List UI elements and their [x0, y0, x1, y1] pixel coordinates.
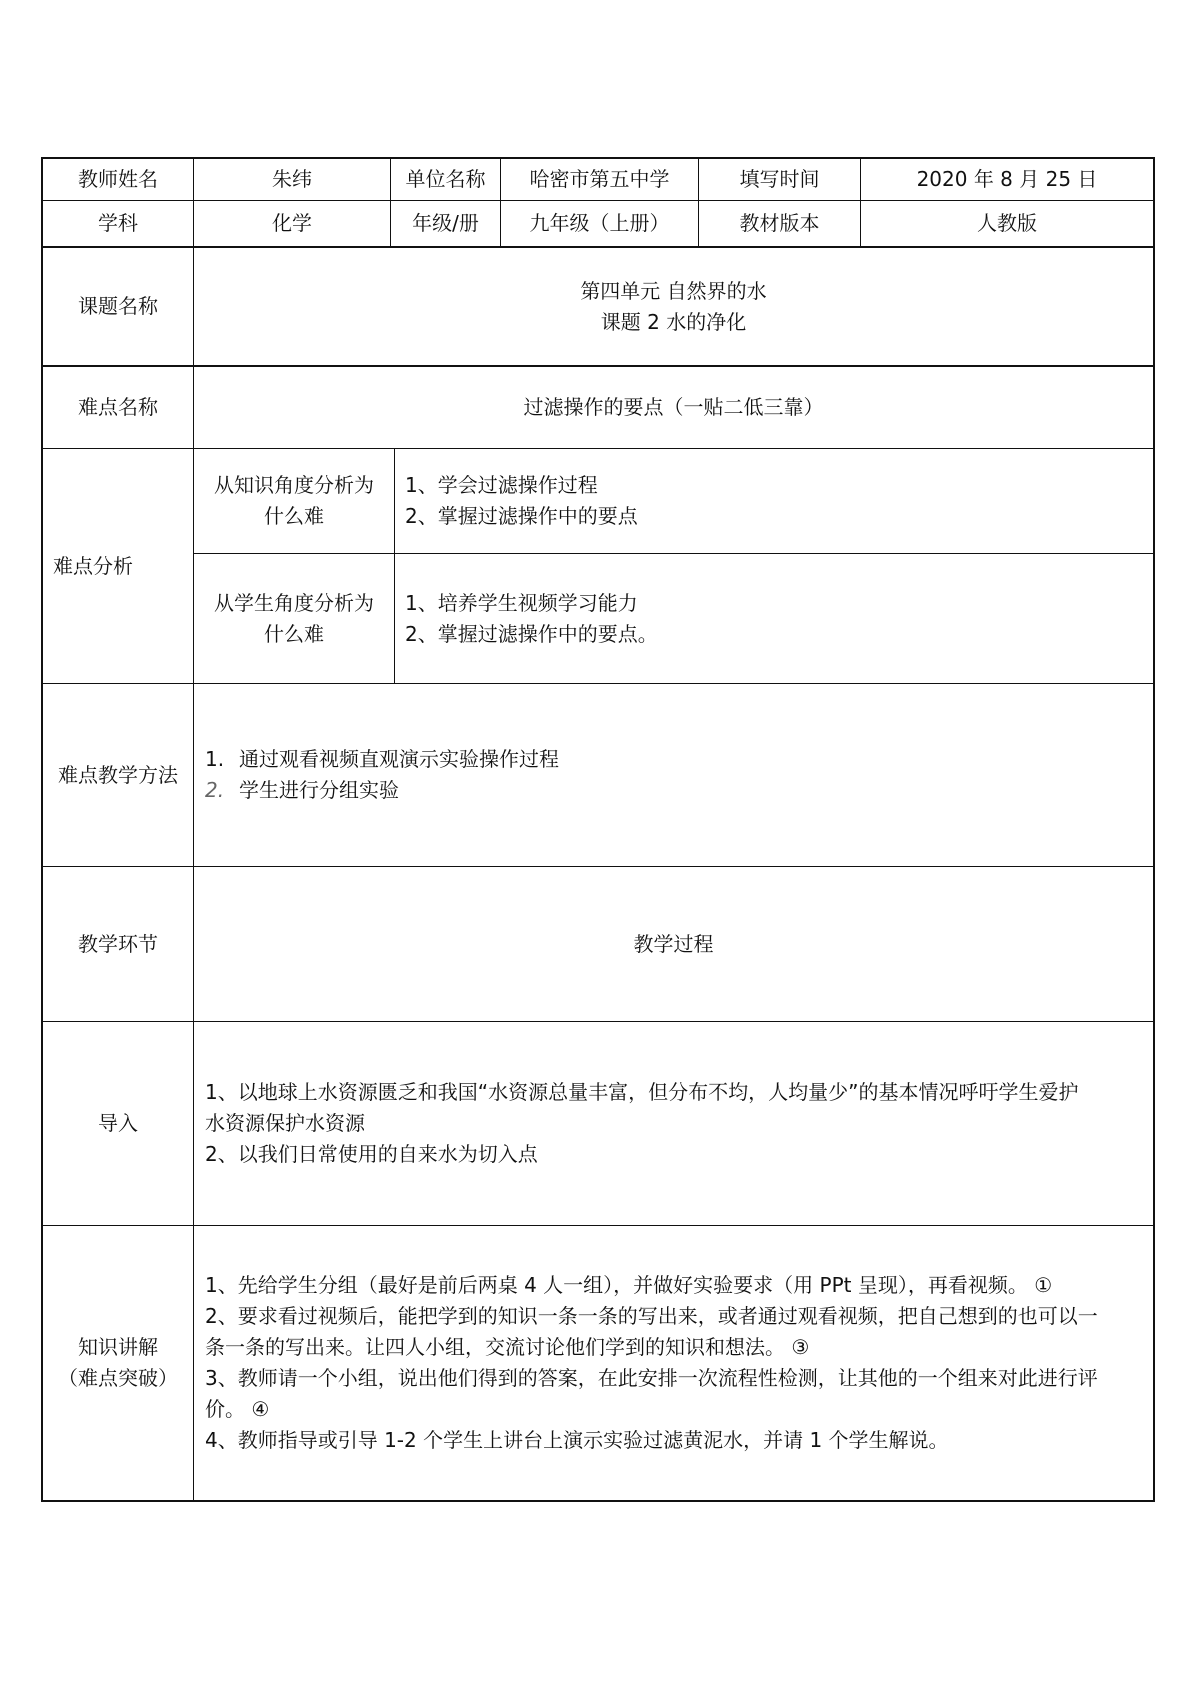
date-label: 填写时间: [739, 167, 820, 191]
intro-line: 1、以地球上水资源匮乏和我国“水资源总量丰富，但分布不均，人均量少”的基本情况呼吁学生爱护: [205, 1080, 1079, 1104]
explain-line: 1、先给学生分组（最好是前后两桌 4 人一组），并做好实验要求（用 PPt 呈现），再看视频。 ①: [205, 1273, 1053, 1297]
explain-content: [205, 1226, 1153, 1500]
list-item: 1、学会过滤操作过程: [405, 473, 598, 497]
method-items: [205, 684, 1153, 866]
topic-value: [194, 248, 1153, 365]
explain-line: 条一条的写出来。让四人小组，交流讨论他们学到的知识和想法。 ③: [205, 1335, 810, 1359]
grade-value: 九年级（上册）: [529, 211, 670, 235]
explain-label-line-1: 知识讲解: [78, 1335, 158, 1359]
teacher-name-label: 教师姓名: [78, 167, 158, 191]
explain-line: 3、教师请一个小组，说出他们得到的答案，在此安排一次流程性检测，让其他的一个组来对此进行评: [205, 1366, 1098, 1390]
explain-line: 4、教师指导或引导 1-2 个学生上讲台上演示实验过滤黄泥水，并请 1 个学生解说。: [205, 1428, 949, 1452]
list-item: 2、掌握过滤操作中的要点。: [405, 621, 658, 646]
list-item: [205, 744, 559, 775]
explain-line: 价。 ④: [205, 1397, 270, 1421]
edition-label: 教材版本: [739, 211, 820, 235]
date-value: 2020 年 8 月 25 日: [916, 167, 1098, 191]
knowledge-angle-items: [405, 449, 1153, 553]
list-text: 学生进行分组实验: [239, 778, 399, 802]
explain-label-line-2: （难点突破）: [58, 1366, 178, 1390]
intro-label: 导入: [98, 1111, 138, 1135]
column-divider: [394, 448, 395, 683]
topic-line-1: 第四单元 自然界的水: [580, 278, 767, 303]
difficulty-value: 过滤操作的要点（一贴二低三靠）: [523, 395, 824, 419]
student-angle-line-1: 从学生角度分析为: [214, 590, 374, 615]
process-value: 教学过程: [633, 931, 714, 956]
subject-value: 化学: [272, 211, 312, 235]
grade-label: 年级/册: [412, 211, 479, 235]
unit-value: 哈密市第五中学: [529, 167, 670, 191]
unit-label: 单位名称: [405, 167, 486, 191]
knowledge-angle-line-1: 从知识角度分析为: [214, 473, 374, 497]
list-item: [205, 775, 559, 806]
knowledge-angle-label: [194, 449, 394, 553]
method-label: 难点教学方法: [58, 762, 178, 787]
teacher-name-value: 朱纬: [272, 167, 312, 191]
list-number: 1.: [205, 747, 225, 771]
student-angle-line-2: 什么难: [264, 621, 324, 646]
list-number: 2.: [205, 778, 225, 802]
topic-label: 课题名称: [78, 294, 158, 318]
subject-label: 学科: [98, 211, 138, 235]
list-item: 2、掌握过滤操作中的要点: [405, 504, 638, 528]
analysis-label: 难点分析: [53, 553, 133, 578]
process-label: 教学环节: [78, 931, 158, 956]
list-text: 通过观看视频直观演示实验操作过程: [239, 747, 559, 771]
knowledge-angle-line-2: 什么难: [264, 504, 324, 528]
intro-content: [205, 1022, 1153, 1225]
intro-line: 水资源保护水资源: [205, 1111, 365, 1135]
edition-value: 人教版: [977, 211, 1037, 235]
explain-line: 2、要求看过视频后，能把学到的知识一条一条的写出来，或者通过观看视频，把自己想到的也可以一: [205, 1304, 1098, 1328]
student-angle-label: [194, 554, 394, 683]
student-angle-items: [405, 554, 1153, 683]
difficulty-label: 难点名称: [78, 395, 158, 419]
list-item: 1、培养学生视频学习能力: [405, 590, 638, 615]
topic-line-2: 课题 2 水的净化: [600, 309, 747, 334]
intro-line: 2、以我们日常使用的自来水为切入点: [205, 1142, 538, 1166]
explain-label: [43, 1226, 193, 1500]
